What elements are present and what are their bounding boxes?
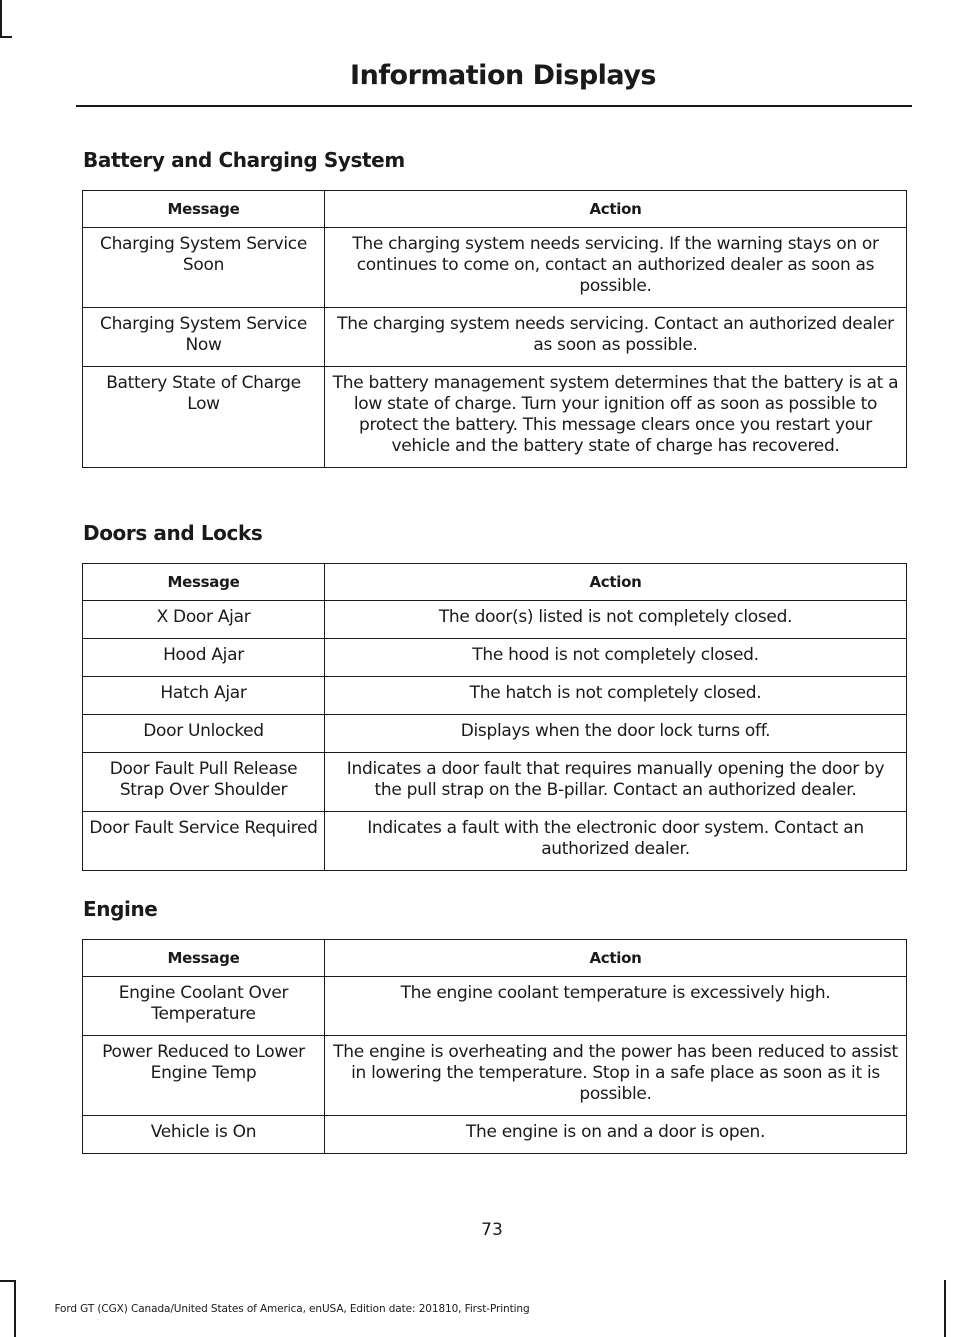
- battery-table: [82, 190, 907, 468]
- crop-mark: [0, 1280, 16, 1282]
- header-divider: [76, 105, 912, 107]
- table-row: [83, 677, 907, 715]
- column-header-action: Action: [325, 191, 907, 228]
- page-number: 73: [481, 1220, 503, 1240]
- crop-mark: [0, 0, 2, 38]
- message-cell: Charging System Service Now: [83, 308, 325, 367]
- action-cell: The engine is on and a door is open.: [325, 1116, 907, 1154]
- message-cell: Charging System Service Soon: [83, 228, 325, 308]
- column-header-action: Action: [325, 940, 907, 977]
- column-header-message: Message: [83, 564, 325, 601]
- engine-table: [82, 939, 907, 1154]
- table-row: [83, 601, 907, 639]
- action-cell: The charging system needs servicing. Contact an authorized dealer as soon as possible.: [325, 308, 907, 367]
- action-cell: Indicates a fault with the electronic door system. Contact an authorized dealer.: [325, 812, 907, 871]
- table-row: [83, 977, 907, 1036]
- message-cell: Battery State of Charge Low: [83, 367, 325, 468]
- action-cell: The charging system needs servicing. If the warning stays on or continues to come on, contact an authorized dealer as soon as possible.: [325, 228, 907, 308]
- column-header-message: Message: [83, 191, 325, 228]
- footer-edition-info: Ford GT (CGX) Canada/United States of America, enUSA, Edition date: 201810, First-Printing: [54, 1303, 530, 1315]
- action-cell: The door(s) listed is not completely closed.: [325, 601, 907, 639]
- table-row: [83, 1116, 907, 1154]
- table-row: [83, 812, 907, 871]
- table-row: [83, 715, 907, 753]
- action-cell: The engine coolant temperature is excessively high.: [325, 977, 907, 1036]
- message-cell: Engine Coolant Over Temperature: [83, 977, 325, 1036]
- action-cell: The hatch is not completely closed.: [325, 677, 907, 715]
- section-title-doors: Doors and Locks: [83, 521, 263, 545]
- message-cell: Door Fault Service Required: [83, 812, 325, 871]
- table-row: [83, 753, 907, 812]
- message-cell: Door Fault Pull Release Strap Over Shoulder: [83, 753, 325, 812]
- crop-mark: [0, 36, 12, 38]
- section-title-engine: Engine: [83, 897, 158, 921]
- action-cell: Displays when the door lock turns off.: [325, 715, 907, 753]
- page-title: Information Displays: [350, 60, 656, 91]
- action-cell: The hood is not completely closed.: [325, 639, 907, 677]
- table-row: [83, 639, 907, 677]
- action-cell: The engine is overheating and the power has been reduced to assist in lowering the temperature. Stop in a safe place as soon as it is possible.: [325, 1036, 907, 1116]
- message-cell: X Door Ajar: [83, 601, 325, 639]
- message-cell: Vehicle is On: [83, 1116, 325, 1154]
- action-cell: The battery management system determines that the battery is at a low state of charge. Turn your ignition off as soon as possible to protect the battery. This message clears once you restart your vehicle and the battery state of charge has recovered.: [325, 367, 907, 468]
- column-header-message: Message: [83, 940, 325, 977]
- table-row: [83, 367, 907, 468]
- doors-table: [82, 563, 907, 871]
- crop-mark: [944, 1280, 946, 1337]
- message-cell: Hatch Ajar: [83, 677, 325, 715]
- message-cell: Hood Ajar: [83, 639, 325, 677]
- message-cell: Power Reduced to Lower Engine Temp: [83, 1036, 325, 1116]
- action-cell: Indicates a door fault that requires manually opening the door by the pull strap on the B-pillar. Contact an authorized dealer.: [325, 753, 907, 812]
- table-row: [83, 308, 907, 367]
- message-cell: Door Unlocked: [83, 715, 325, 753]
- table-row: [83, 1036, 907, 1116]
- table-row: [83, 228, 907, 308]
- column-header-action: Action: [325, 564, 907, 601]
- section-title-battery: Battery and Charging System: [83, 148, 405, 172]
